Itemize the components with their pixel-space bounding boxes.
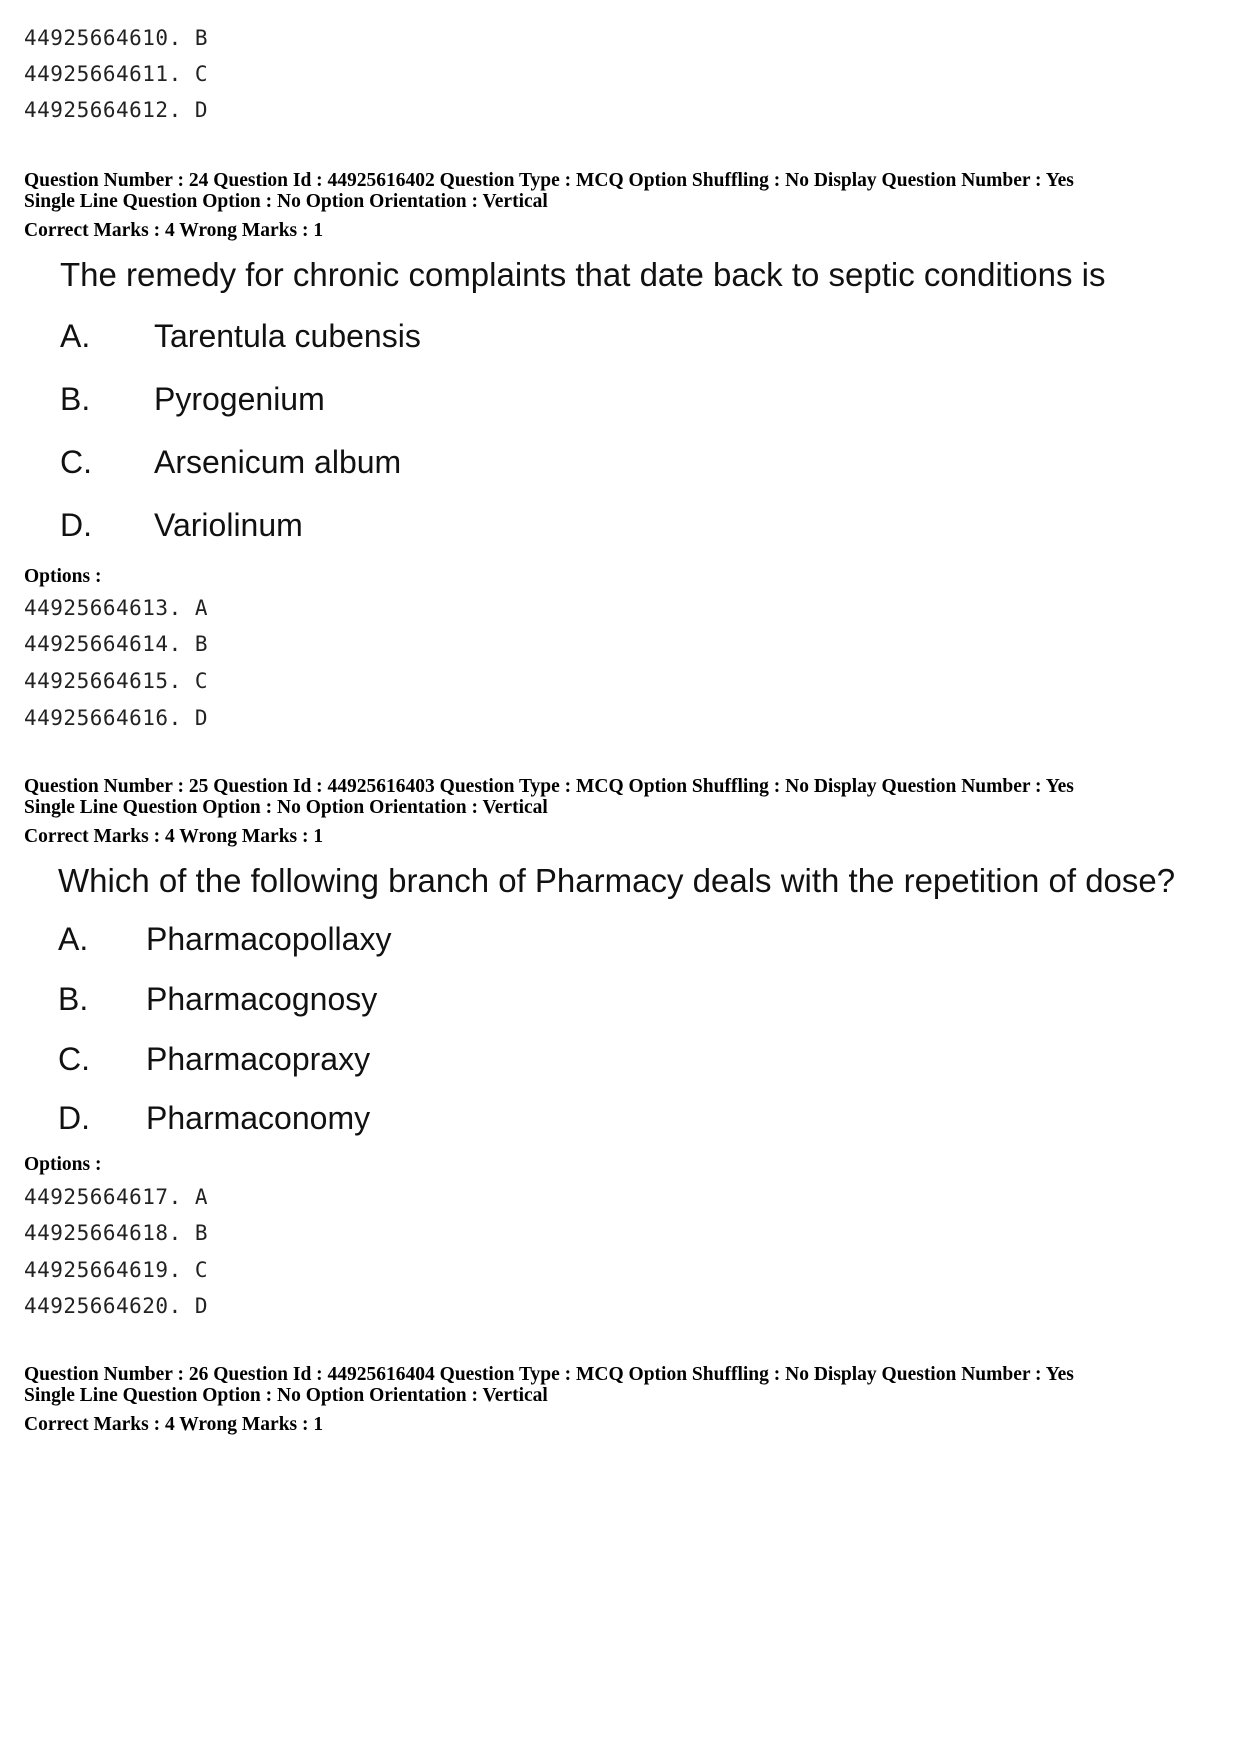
question-marks: Correct Marks : 4 Wrong Marks : 1 <box>24 826 324 847</box>
question-marks: Correct Marks : 4 Wrong Marks : 1 <box>24 1414 324 1435</box>
choice-letter: D. <box>60 507 92 543</box>
option-id-line: 44925664610. B <box>24 26 209 50</box>
choice-text: Arsenicum album <box>154 444 402 480</box>
question-text: Which of the following branch of Pharmacy deals with the repetition of dose? <box>58 862 1176 899</box>
question-meta-line: Question Number : 25 Question Id : 44925616403 Question Type : MCQ Option Shuffling : No Display Question Number : Yes <box>24 776 1074 797</box>
question-meta-line: Single Line Question Option : No Option Orientation : Vertical <box>24 797 548 818</box>
option-id-line: 44925664612. D <box>24 98 209 122</box>
option-id-line: 44925664614. B <box>24 632 209 656</box>
choice-text: Variolinum <box>154 507 303 543</box>
question-meta-line: Question Number : 26 Question Id : 44925616404 Question Type : MCQ Option Shuffling : No Display Question Number : Yes <box>24 1364 1074 1385</box>
option-id-line: 44925664619. C <box>24 1258 209 1282</box>
option-id-line: 44925664620. D <box>24 1294 209 1318</box>
choice-text: Pharmaconomy <box>146 1100 371 1136</box>
options-label: Options : <box>24 566 102 587</box>
question-text: The remedy for chronic complaints that date back to septic conditions is <box>60 256 1106 293</box>
choice-letter: A. <box>60 318 91 354</box>
choice-text: Pharmacopraxy <box>146 1041 371 1077</box>
choice-text: Pharmacopollaxy <box>146 921 392 957</box>
choice-text: Pharmacognosy <box>146 981 378 1017</box>
option-id-line: 44925664615. C <box>24 669 209 693</box>
choice-letter: D. <box>58 1100 90 1136</box>
question-meta-line: Single Line Question Option : No Option Orientation : Vertical <box>24 191 548 212</box>
question-marks: Correct Marks : 4 Wrong Marks : 1 <box>24 220 324 241</box>
choice-letter: A. <box>58 921 89 957</box>
option-id-line: 44925664611. C <box>24 62 209 86</box>
choice-letter: B. <box>58 981 89 1017</box>
choice-letter: C. <box>60 444 92 480</box>
option-id-line: 44925664618. B <box>24 1221 209 1245</box>
choice-text: Pyrogenium <box>154 381 325 417</box>
option-id-line: 44925664617. A <box>24 1185 209 1209</box>
question-meta-line: Single Line Question Option : No Option Orientation : Vertical <box>24 1385 548 1406</box>
choice-text: Tarentula cubensis <box>154 318 421 354</box>
choice-letter: C. <box>58 1041 90 1077</box>
option-id-line: 44925664613. A <box>24 596 209 620</box>
option-id-line: 44925664616. D <box>24 706 209 730</box>
options-label: Options : <box>24 1154 102 1175</box>
question-meta-line: Question Number : 24 Question Id : 44925616402 Question Type : MCQ Option Shuffling : No Display Question Number : Yes <box>24 170 1074 191</box>
choice-letter: B. <box>60 381 91 417</box>
